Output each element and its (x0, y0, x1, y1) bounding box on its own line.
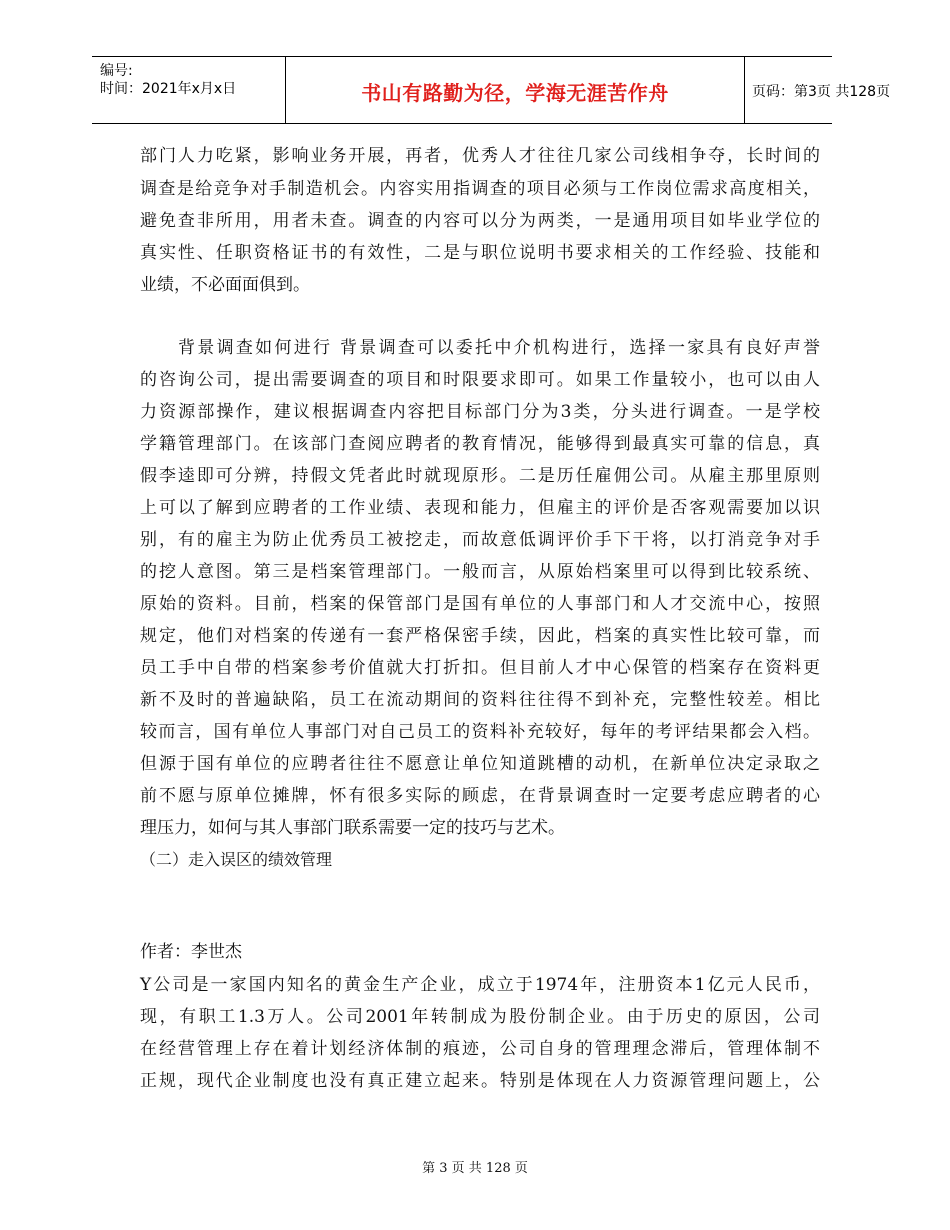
page-footer: 第 3 页 共 128 页 (422, 1161, 528, 1176)
paragraph-line: 部门人力吃紧，影响业务开展，再者，优秀人才往往几家公司线相争夺，长时间的 (140, 146, 820, 166)
paragraph-line: 调查是给竞争对手制造机会。内容实用指调查的项目必须与工作岗位需求高度相关， (140, 179, 820, 199)
paragraph-line: 别，有的雇主为防止优秀员工被挖走，而故意低调评价手下干将，以打消竞争对手 (140, 530, 820, 550)
paragraph-line: 正规，现代企业制度也没有真正建立起来。特别是体现在人力资源管理问题上，公 (140, 1071, 820, 1091)
paragraph-line: 现，有职工1.3万人。公司2001年转制成为股份制企业。由于历史的原因，公司 (140, 1007, 820, 1027)
paragraph-line: 假李逵即可分辨，持假文凭者此时就现原形。二是历任雇佣公司。从雇主那里原则 (140, 466, 820, 486)
paragraph-line: 的咨询公司，提出需要调查的项目和时限要求即可。如果工作量较小，也可以由人 (140, 370, 820, 390)
paragraph-line: 员工手中自带的档案参考价值就大打折扣。但目前人才中心保管的档案存在资料更 (140, 658, 820, 678)
header-motto-cell (285, 57, 745, 123)
paragraph-line: 在经营管理上存在着计划经济体制的痕迹，公司自身的管理理念滞后，管理体制不 (140, 1039, 820, 1059)
page-header (92, 56, 891, 124)
document-code-label: 编号: (100, 63, 133, 79)
paragraph-line: 前不愿与原单位摊牌，怀有很多实际的顾虑，在背景调查时一定要考虑应聘者的心 (140, 786, 820, 806)
paragraph-line: 较而言，国有单位人事部门对自己员工的资料补充较好，每年的考评结果都会入档。 (140, 722, 820, 742)
header-page-number: 页码：第3页 共128页 (752, 84, 891, 100)
header-page-cell (744, 57, 932, 123)
document-date-label: 时间：2021年x月x日 (100, 81, 237, 97)
author-line: 作者：李世杰 (140, 942, 242, 962)
paragraph-line: 学籍管理部门。在该部门查阅应聘者的教育情况，能够得到最真实可靠的信息，真 (140, 434, 820, 454)
paragraph-line: 新不及时的普遍缺陷，员工在流动期间的资料往往得不到补充，完整性较差。相比 (140, 690, 820, 710)
paragraph-line: 原始的资料。目前，档案的保管部门是国有单位的人事部门和人才交流中心，按照 (140, 594, 820, 614)
paragraph-line: 规定，他们对档案的传递有一套严格保密手续，因此，档案的真实性比较可靠，而 (140, 626, 820, 646)
paragraph-line: 业绩，不必面面俱到。 (140, 275, 310, 295)
paragraph-line: 但源于国有单位的应聘者往往不愿意让单位知道跳槽的动机，在新单位决定录取之 (140, 754, 820, 774)
paragraph-line: Y公司是一家国内知名的黄金生产企业，成立于1974年，注册资本1亿元人民币， (140, 975, 820, 995)
section-title: （二）走入误区的绩效管理 (140, 850, 333, 869)
header-meta-cell (92, 57, 285, 123)
paragraph-line: 上可以了解到应聘者的工作业绩、表现和能力，但雇主的评价是否客观需要加以识 (140, 498, 820, 518)
paragraph-line: 真实性、任职资格证书的有效性，二是与职位说明书要求相关的工作经验、技能和 (140, 243, 820, 263)
paragraph-line: 背景调查如何进行 背景调查可以委托中介机构进行，选择一家具有良好声誉 (178, 338, 820, 358)
paragraph-line: 避免查非所用，用者未查。调查的内容可以分为两类，一是通用项目如毕业学位的 (140, 211, 820, 231)
header-motto: 书山有路勤为径，学海无涯苦作舟 (361, 81, 669, 105)
paragraph-line: 力资源部操作，建议根据调查内容把目标部门分为3类，分头进行调查。一是学校 (140, 402, 820, 422)
paragraph-line: 理压力，如何与其人事部门联系需要一定的技巧与艺术。 (140, 818, 565, 838)
paragraph-line: 的挖人意图。第三是档案管理部门。一般而言，从原始档案里可以得到比较系统、 (140, 562, 820, 582)
